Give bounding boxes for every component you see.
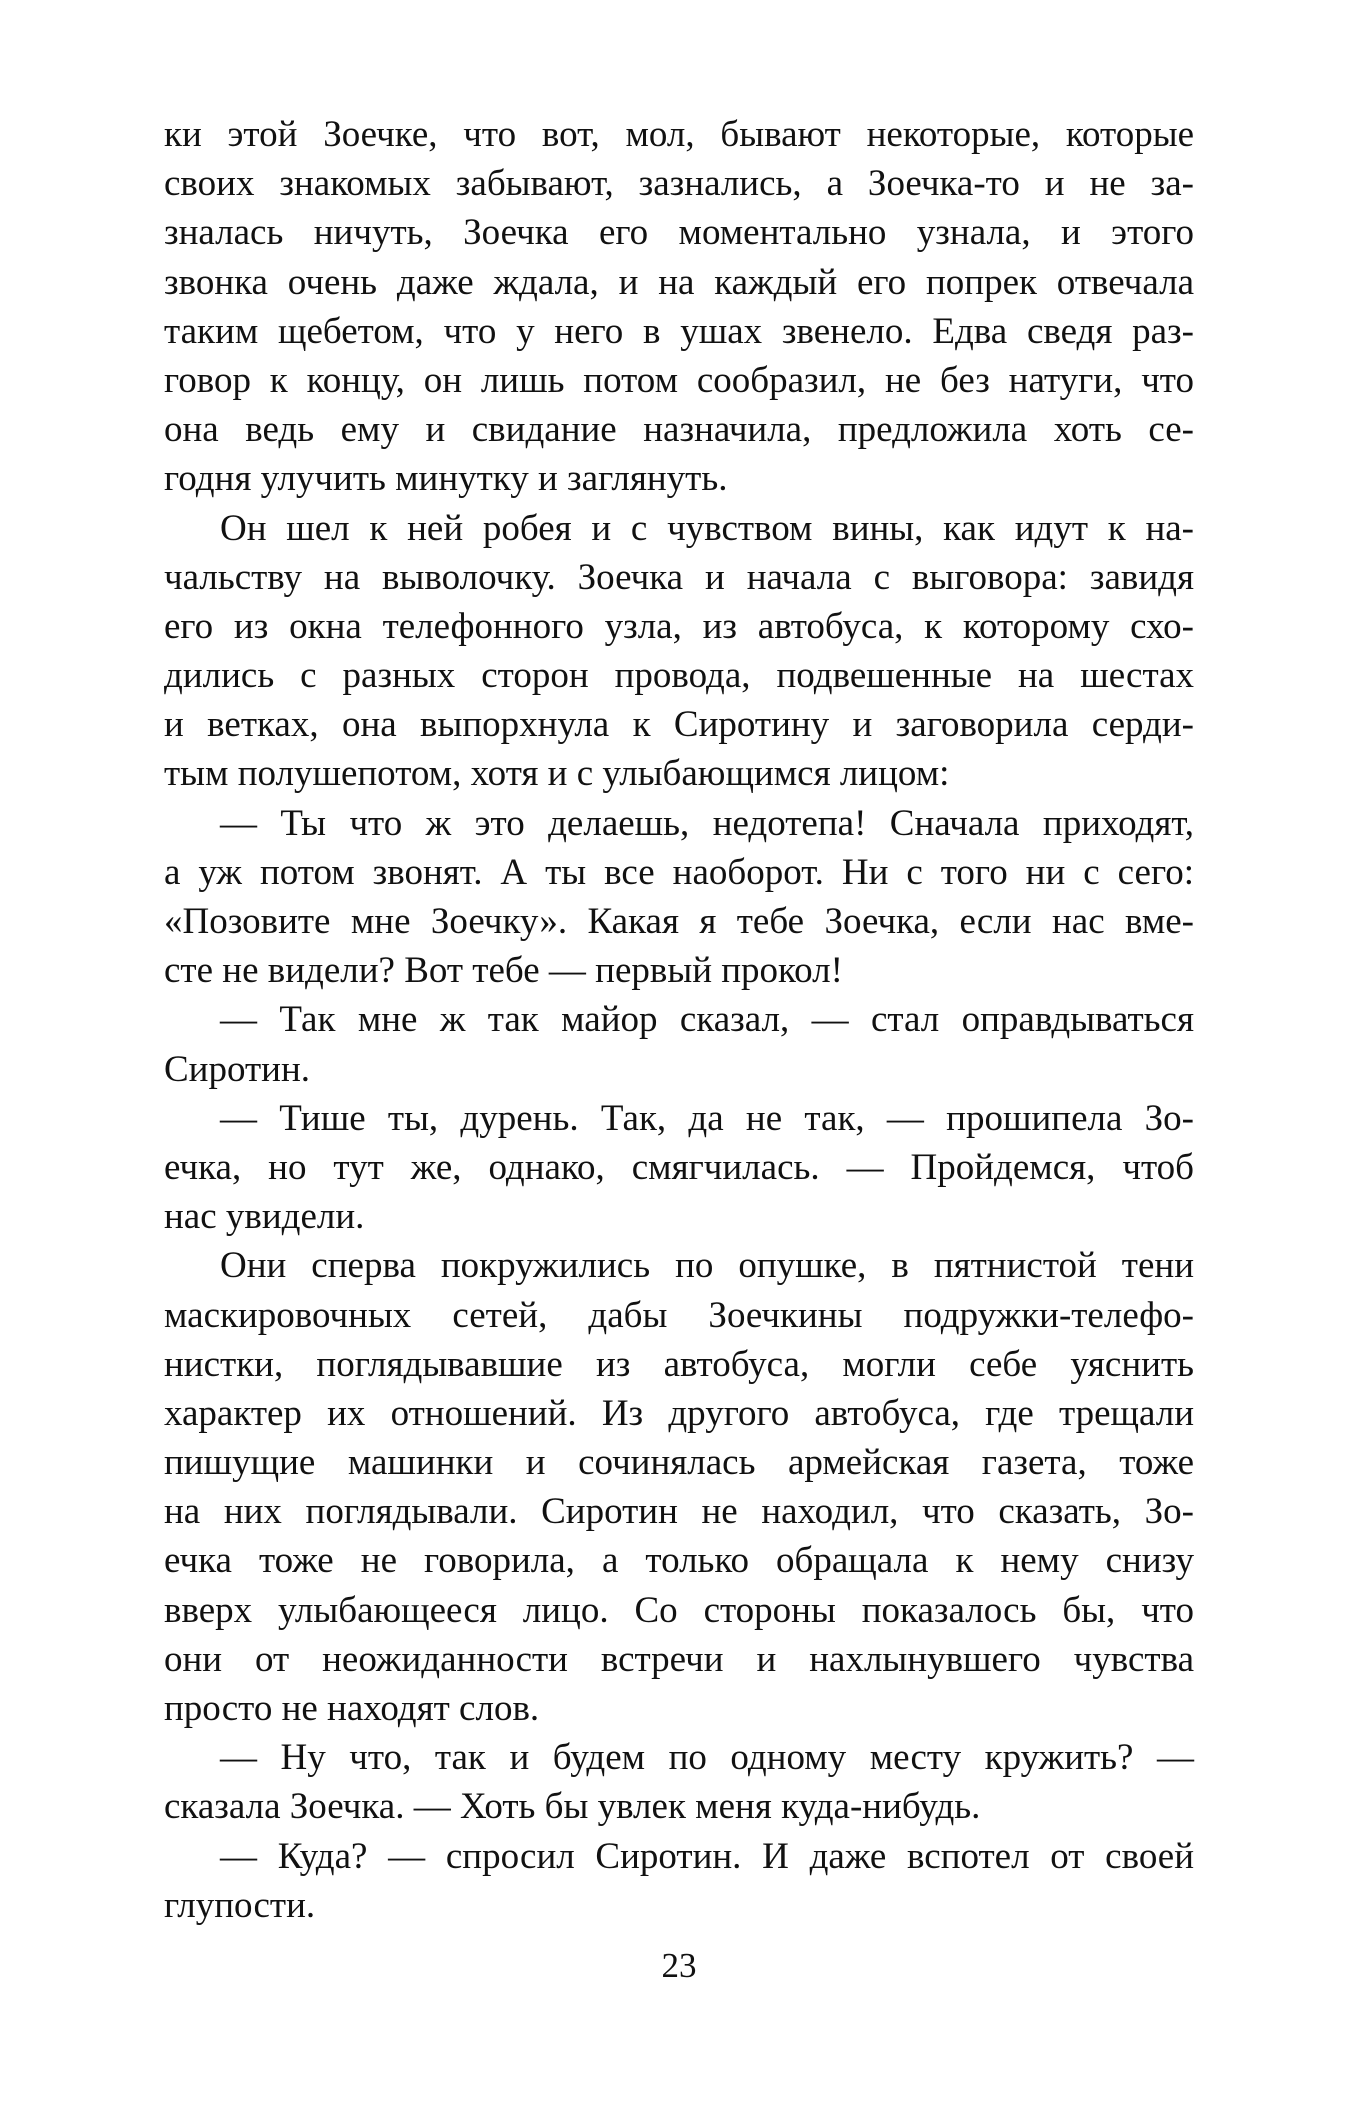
text-line: сте не видели? Вот тебе — первый прокол! xyxy=(164,950,843,992)
text-line: на них поглядывали. Сиротин не находил, что сказать, Зо- xyxy=(164,1491,1194,1533)
text-line: дились с разных сторон провода, подвешенные на шестах xyxy=(164,655,1194,697)
text-line: Сиротин. xyxy=(164,1048,311,1090)
text-line: звонка очень даже ждала, и на каждый его попрек отвечала xyxy=(164,261,1194,303)
text-line: глупости. xyxy=(164,1884,316,1926)
text-line: ки этой Зоечке, что вот, мол, бывают некоторые, которые xyxy=(164,114,1194,155)
text-line: говор к концу, он лишь потом сообразил, не без натуги, что xyxy=(164,359,1194,401)
text-line: зналась ничуть, Зоечка его моментально узнала, и этого xyxy=(164,212,1194,254)
text-line: его из окна телефонного узла, из автобуса, к которому схо- xyxy=(164,605,1194,647)
text-line: Они сперва покружились по опушке, в пятнистой тени xyxy=(220,1245,1194,1287)
text-line: — Так мне ж так майор сказал, — стал оправдываться xyxy=(220,999,1194,1041)
text-line: — Ты что ж это делаешь, недотепа! Сначала приходят, xyxy=(220,802,1194,844)
text-line: чальству на выволочку. Зоечка и начала с выговора: завидя xyxy=(164,556,1194,598)
text-line: маскировочных сетей, дабы Зоечкины подружки-телефо- xyxy=(164,1294,1194,1336)
body-text xyxy=(164,110,1194,1930)
text-line: и ветках, она выпорхнула к Сиротину и заговорила серди- xyxy=(164,704,1194,746)
text-line: — Ну что, так и будем по одному месту кружить? — xyxy=(220,1737,1194,1779)
text-line: — Тише ты, дурень. Так, да не так, — прошипела Зо- xyxy=(220,1097,1194,1139)
text-line: Он шел к ней робея и с чувством вины, как идут к на- xyxy=(220,507,1194,549)
text-line: нистки, поглядывавшие из автобуса, могли себе уяснить xyxy=(164,1343,1194,1385)
text-line: вверх улыбающееся лицо. Со стороны показалось бы, что xyxy=(164,1589,1194,1631)
text-line: ечка тоже не говорила, а только обращала к нему снизу xyxy=(164,1540,1194,1582)
text-line: ечка, но тут же, однако, смягчилась. — Пройдемся, чтоб xyxy=(164,1146,1194,1188)
text-line: годня улучить минутку и заглянуть. xyxy=(164,458,728,500)
text-line: — Куда? — спросил Сиротин. И даже вспотел от своей xyxy=(220,1835,1194,1877)
text-line: просто не находят слов. xyxy=(164,1688,540,1729)
text-line: она ведь ему и свидание назначила, предложила хоть се- xyxy=(164,409,1194,451)
text-line: характер их отношений. Из другого автобуса, где трещали xyxy=(164,1392,1194,1434)
text-line: нас увидели. xyxy=(164,1196,365,1238)
text-line: «Позовите мне Зоечку». Какая я тебе Зоечка, если нас вме- xyxy=(164,901,1194,942)
text-line: пишущие машинки и сочинялась армейская газета, тоже xyxy=(164,1442,1194,1484)
text-line: таким щебетом, что у него в ушах звенело. Едва сведя раз- xyxy=(164,310,1194,352)
text-line: а уж потом звонят. А ты все наоборот. Ни с того ни с сего: xyxy=(164,851,1194,893)
text-line: сказала Зоечка. — Хоть бы увлек меня куда-нибудь. xyxy=(164,1786,981,1828)
text-line: тым полушепотом, хотя и с улыбающимся лицом: xyxy=(164,753,950,795)
page-number: 23 xyxy=(661,1946,697,1985)
text-line: они от неожиданности встречи и нахлынувшего чувства xyxy=(164,1638,1194,1680)
text-line: своих знакомых забывают, зазнались, а Зоечка-то и не за- xyxy=(164,163,1194,205)
